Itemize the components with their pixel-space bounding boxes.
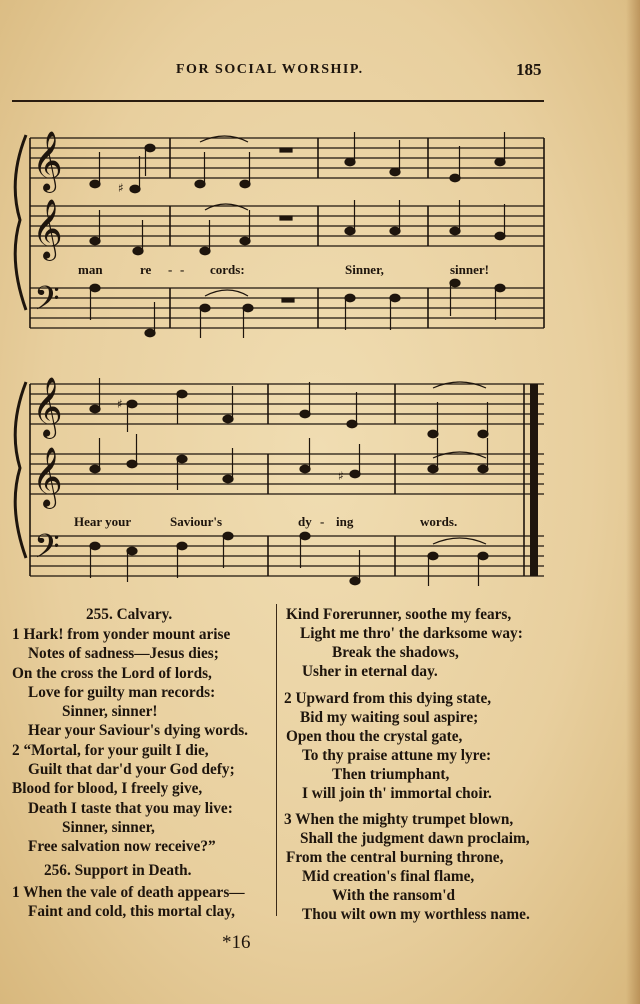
svg-text:♯: ♯: [117, 397, 123, 411]
column-divider: [276, 604, 277, 916]
verse-line: 3 When the mighty trumpet blown,: [284, 811, 514, 828]
verse-line: To thy praise attune my lyre:: [302, 747, 492, 764]
lyric-word: sinner!: [450, 262, 489, 277]
treble-clef-icon: 𝄞: [32, 199, 63, 259]
lyric-word: -: [180, 262, 185, 277]
bass-clef-icon: 𝄢: [34, 280, 60, 326]
verse-line: Sinner, sinner,: [62, 819, 155, 836]
verse-line: Usher in eternal day.: [302, 663, 438, 680]
music-system-2: [0, 368, 640, 608]
verse-line: Blood for blood, I freely give,: [12, 780, 203, 797]
lyric-word: Hear your: [74, 514, 132, 529]
lyric-word: Saviour's: [170, 514, 223, 529]
verse-line: Free salvation now receive?”: [28, 838, 216, 855]
verse-line: Guilt that dar'd your God defy;: [28, 761, 235, 778]
hymn-255-title: 255. Calvary.: [86, 606, 173, 623]
verse-line: Bid my waiting soul aspire;: [300, 709, 479, 726]
verse-line: 2 “Mortal, for your guilt I die,: [12, 742, 209, 759]
lyric-word: re: [140, 262, 152, 277]
page-header: [0, 62, 640, 84]
verse-line: Break the shadows,: [332, 644, 459, 661]
lyric-word: dy: [298, 514, 312, 529]
verse-line: Kind Forerunner, soothe my fears,: [286, 606, 512, 623]
verse-line: Light me thro' the darksome way:: [300, 625, 523, 642]
verse-line: Faint and cold, this mortal clay,: [28, 903, 235, 920]
lyric-word: -: [168, 262, 173, 277]
lyric-word: Sinner,: [345, 262, 384, 277]
verse-line: Hear your Saviour's dying words.: [28, 722, 248, 739]
hymn-256-title: 256. Support in Death.: [44, 862, 192, 879]
treble-clef-icon: 𝄞: [32, 131, 63, 191]
treble-clef-icon: 𝄞: [32, 377, 63, 437]
system-brace: [15, 135, 26, 310]
treble-staff-2: [30, 206, 544, 246]
lyric-word: ing: [336, 514, 354, 529]
verse-line: Sinner, sinner!: [62, 703, 158, 720]
running-head: FOR SOCIAL WORSHIP.: [176, 62, 364, 77]
verse-line: Notes of sadness—Jesus dies;: [28, 645, 219, 662]
verse-line: Open thou the crystal gate,: [286, 728, 463, 745]
verse-line: Death I taste that you may live:: [28, 800, 233, 817]
header-rule: [12, 100, 544, 102]
verse-line: 1 Hark! from yonder mount arise: [12, 626, 231, 643]
verse-line: With the ransom'd: [332, 887, 455, 904]
system-brace: [15, 382, 26, 558]
verse-line: Thou wilt own my worthless name.: [302, 906, 530, 923]
verse-line: From the central burning throne,: [286, 849, 504, 866]
page-number: 185: [516, 60, 542, 79]
bass-clef-icon: 𝄢: [34, 528, 60, 574]
lyric-word: -: [320, 514, 325, 529]
bass-staff: [30, 288, 544, 328]
svg-text:♯: ♯: [338, 469, 344, 483]
lyric-word: cords:: [210, 262, 245, 277]
verse-line: Mid creation's final flame,: [302, 868, 475, 885]
signature-mark: *16: [222, 932, 251, 953]
notes-staff-1: [90, 132, 505, 195]
verse-line: On the cross the Lord of lords,: [12, 665, 212, 682]
verse-line: 2 Upward from this dying state,: [284, 690, 492, 707]
treble-clef-icon: 𝄞: [32, 447, 63, 507]
verse-line: 1 When the vale of death appears—: [12, 884, 245, 901]
lyric-word: man: [78, 262, 103, 277]
treble-staff-1: [30, 138, 544, 178]
verse-line: I will join th' immortal choir.: [302, 785, 492, 802]
verse-line: Shall the judgment dawn proclaim,: [300, 830, 530, 847]
lyric-word: words.: [420, 514, 458, 529]
svg-text:♯: ♯: [118, 181, 124, 195]
verse-line: Then triumphant,: [332, 766, 450, 783]
verse-line: Love for guilty man records:: [28, 684, 216, 701]
